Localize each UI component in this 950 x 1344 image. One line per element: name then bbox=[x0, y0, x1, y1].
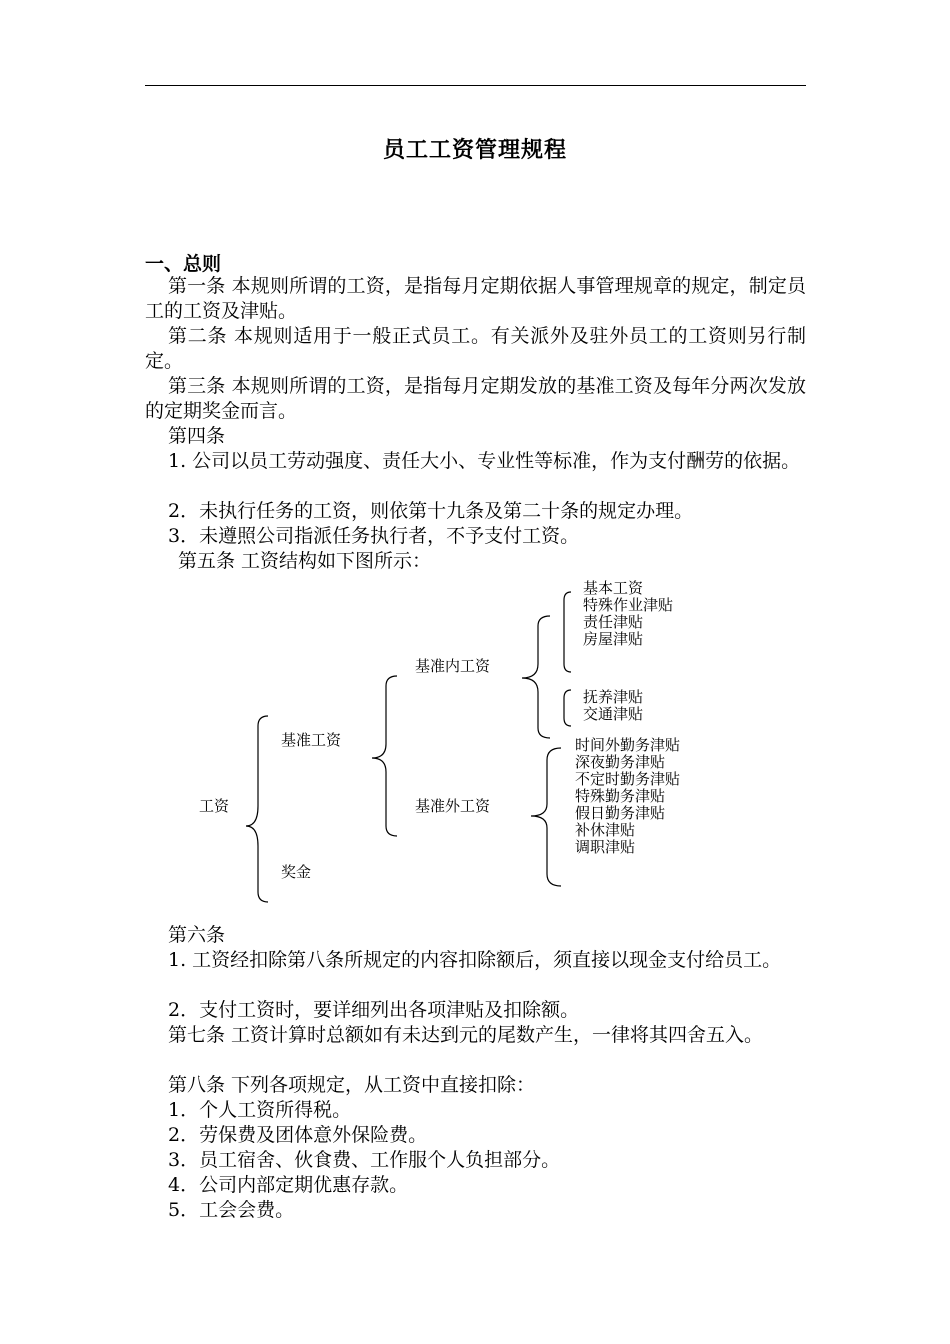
leaf-item: 特殊勤务津贴 bbox=[575, 787, 666, 805]
bracket-inner bbox=[522, 616, 550, 738]
node-bonus: 奖金 bbox=[281, 863, 312, 881]
article-8-item: 2．劳保费及团体意外保险费。 bbox=[168, 1124, 428, 1146]
article-4-item-3: 3．未遵照公司指派任务执行者，不予支付工资。 bbox=[168, 525, 580, 547]
article-2: 第二条 本规则适用于一般正式员工。有关派外及驻外员工的工资则另行制定。 bbox=[145, 325, 806, 372]
article-6-item-1: 1. 工资经扣除第八条所规定的内容扣除额后，须直接以现金支付给员工。 bbox=[168, 949, 782, 971]
article-6-item-2: 2．支付工资时，要详细列出各项津贴及扣除额。 bbox=[168, 999, 580, 1021]
article-4-item-1: 1. 公司以员工劳动强度、责任大小、专业性等标准，作为支付酬劳的依据。 bbox=[168, 450, 801, 472]
leaf-item: 交通津贴 bbox=[583, 705, 644, 723]
leaf-item: 假日勤务津贴 bbox=[575, 804, 666, 822]
leaf-item: 基本工资 bbox=[583, 579, 644, 597]
node-standard-salary: 基准工资 bbox=[281, 731, 342, 749]
article-7: 第七条 工资计算时总额如有未达到元的尾数产生，一律将其四舍五入。 bbox=[168, 1024, 764, 1046]
article-5: 第五条 工资结构如下图所示： bbox=[178, 550, 432, 572]
article-8-item: 1．个人工资所得税。 bbox=[168, 1099, 352, 1121]
leaf-item: 房屋津贴 bbox=[583, 630, 644, 648]
node-salary: 工资 bbox=[199, 797, 230, 815]
article-4-heading: 第四条 bbox=[168, 425, 226, 447]
page-title: 员工工资管理规程 bbox=[382, 137, 567, 163]
article-8-item: 3．员工宿舍、伙食费、工作服个人负担部分。 bbox=[168, 1149, 561, 1171]
article-8-item: 5．工会会费。 bbox=[168, 1199, 295, 1221]
article-1: 第一条 本规则所谓的工资，是指每月定期依据人事管理规章的规定，制定员工的工资及津贴。 bbox=[145, 275, 806, 322]
leaf-item: 深夜勤务津贴 bbox=[575, 753, 666, 771]
leaf-item: 补休津贴 bbox=[575, 821, 636, 839]
leaf-item: 责任津贴 bbox=[583, 613, 644, 631]
article-6-heading: 第六条 bbox=[168, 924, 226, 946]
leaf-item: 调职津贴 bbox=[575, 838, 636, 856]
section-heading: 一、总则 bbox=[145, 253, 222, 275]
article-8-heading: 第八条 下列各项规定，从工资中直接扣除： bbox=[168, 1074, 536, 1096]
node-inner-salary: 基准内工资 bbox=[415, 657, 491, 675]
leaf-item: 时间外勤务津贴 bbox=[575, 736, 681, 754]
bracket-outer bbox=[531, 748, 561, 886]
leaf-item: 抚养津贴 bbox=[583, 688, 644, 706]
article-8-item: 4．公司内部定期优惠存款。 bbox=[168, 1174, 409, 1196]
article-4-item-2: 2．未执行任务的工资，则依第十九条及第二十条的规定办理。 bbox=[168, 500, 694, 522]
bracket-root bbox=[246, 716, 268, 902]
bracket-standard bbox=[372, 676, 397, 836]
article-3: 第三条 本规则所谓的工资，是指每月定期发放的基准工资及每年分两次发放的定期奖金而言。 bbox=[145, 375, 806, 422]
node-outer-salary: 基准外工资 bbox=[415, 797, 491, 815]
leaf-item: 不定时勤务津贴 bbox=[575, 770, 681, 788]
bracket-inner-group2 bbox=[564, 690, 571, 726]
leaf-item: 特殊作业津贴 bbox=[583, 596, 674, 614]
bracket-inner-group1 bbox=[564, 592, 571, 672]
